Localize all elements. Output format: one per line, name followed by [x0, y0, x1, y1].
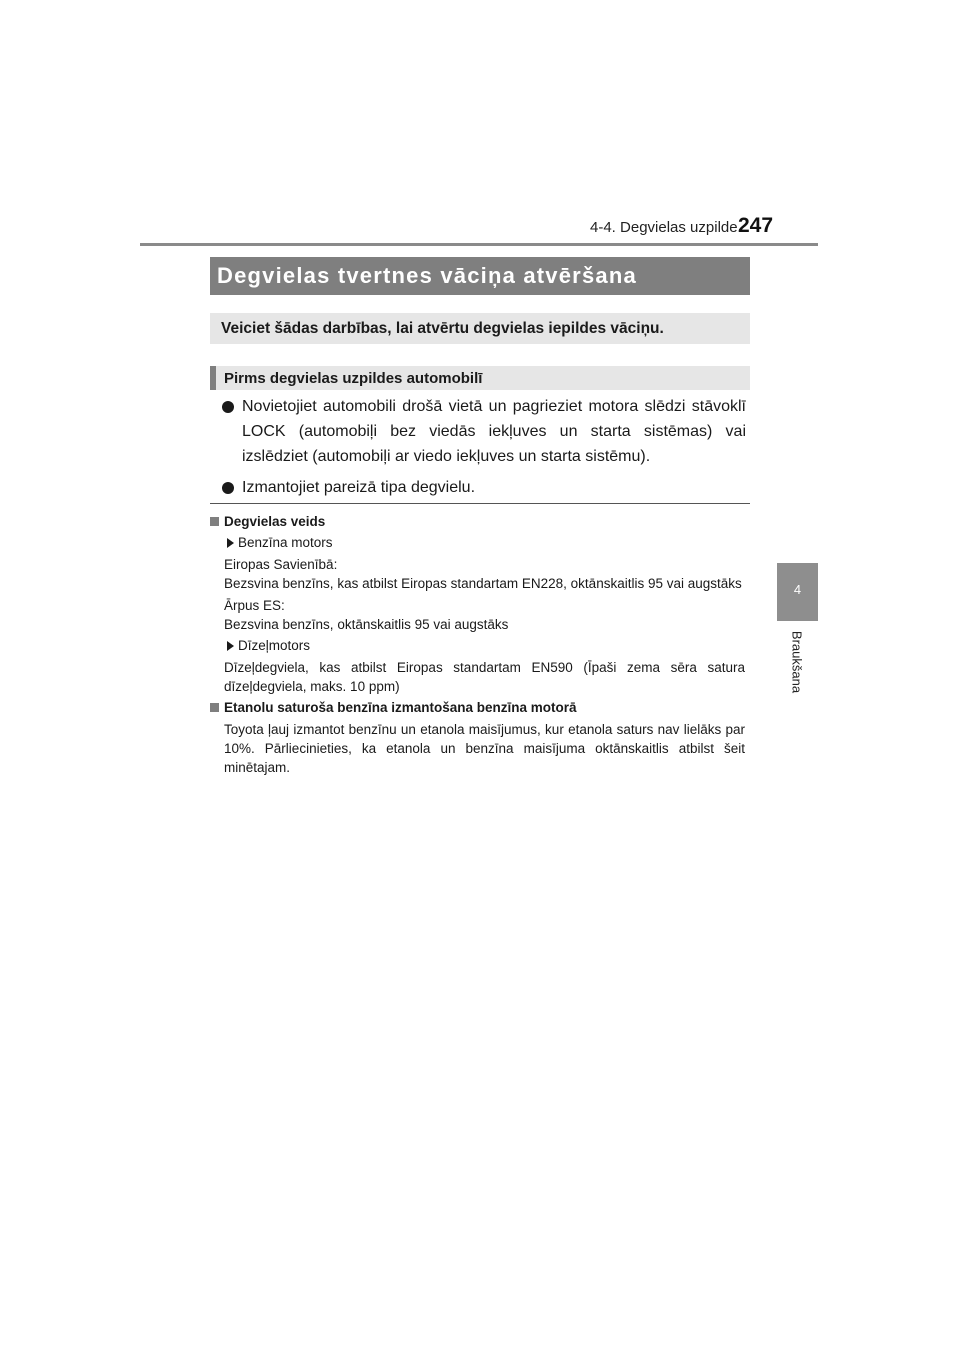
note-heading-text: Degvielas veids [224, 514, 326, 529]
note-sub-text: Dīzeļmotors [238, 638, 311, 653]
triangle-bullet-icon [227, 538, 234, 548]
eu-title: Eiropas Savienībā: [224, 557, 338, 572]
triangle-bullet-icon [227, 641, 234, 651]
subheading-bar [210, 366, 750, 390]
bullet-text: Novietojiet automobili drošā vietā un pagrieziet motora slēdzi stāvoklī LOCK (automobiļi bez viedās iekļuves un starta sistēmas) vai izslēdziet (automobiļi ar viedo iekļuves un starta sistēmu). [242, 398, 746, 465]
note-sub-text: Benzīna motors [238, 535, 333, 550]
note-heading-text: Etanolu saturoša benzīna izmantošana benzīna motorā [224, 700, 577, 715]
title-bar [210, 257, 750, 295]
note-paragraph-eu [210, 555, 745, 593]
note-paragraph-non-eu [210, 596, 745, 634]
note-sub-petrol [210, 533, 745, 552]
page-number: 247 [738, 214, 774, 237]
intro-text: Veiciet šādas darbības, lai atvērtu degvielas iepildes vāciņu. [221, 319, 664, 337]
non-eu-text: Bezsvina benzīns, oktānskaitlis 95 vai augstāks [224, 617, 509, 632]
section-divider [210, 503, 750, 504]
chapter-number: 4 [793, 582, 802, 597]
notes-section [210, 510, 745, 777]
note-heading-ethanol [210, 698, 745, 717]
list-item [222, 475, 746, 500]
section-title: 4-4. Degvielas uzpilde [590, 219, 738, 236]
square-bullet-icon [210, 517, 219, 526]
subheading-text: Pirms degvielas uzpildes automobilī [224, 369, 483, 387]
list-item [222, 394, 746, 469]
page-title: Degvielas tvertnes vāciņa atvēršana [217, 263, 637, 288]
square-bullet-icon [210, 703, 219, 712]
bullet-icon [222, 401, 234, 413]
intro-box [210, 313, 750, 344]
bullet-list [222, 394, 746, 506]
note-heading-fuel-type [210, 512, 745, 531]
eu-text: Bezsvina benzīns, kas atbilst Eiropas standartam EN228, oktānskaitlis 95 vai augstāks [224, 576, 742, 591]
chapter-label: Braukšana [789, 630, 805, 694]
chapter-tab [777, 563, 818, 621]
non-eu-title: Ārpus ES: [224, 598, 285, 613]
header-rule [140, 243, 818, 246]
bullet-text: Izmantojiet pareizā tipa degvielu. [242, 479, 476, 496]
note-paragraph-diesel: Dīzeļdegviela, kas atbilst Eiropas standartam EN590 (Īpaši zema sēra satura dīzeļdegviela, maks. 10 ppm) [224, 660, 745, 694]
note-paragraph-ethanol: Toyota ļauj izmantot benzīnu un etanola maisījumus, kur etanola saturs nav lielāks par 10%. Pārliecinieties, ka etanola un benzīna maisījuma oktānskaitlis atbilst šeit minētajam. [224, 722, 745, 775]
subheading-accent [210, 366, 216, 390]
note-sub-diesel [210, 636, 745, 655]
bullet-icon [222, 482, 234, 494]
